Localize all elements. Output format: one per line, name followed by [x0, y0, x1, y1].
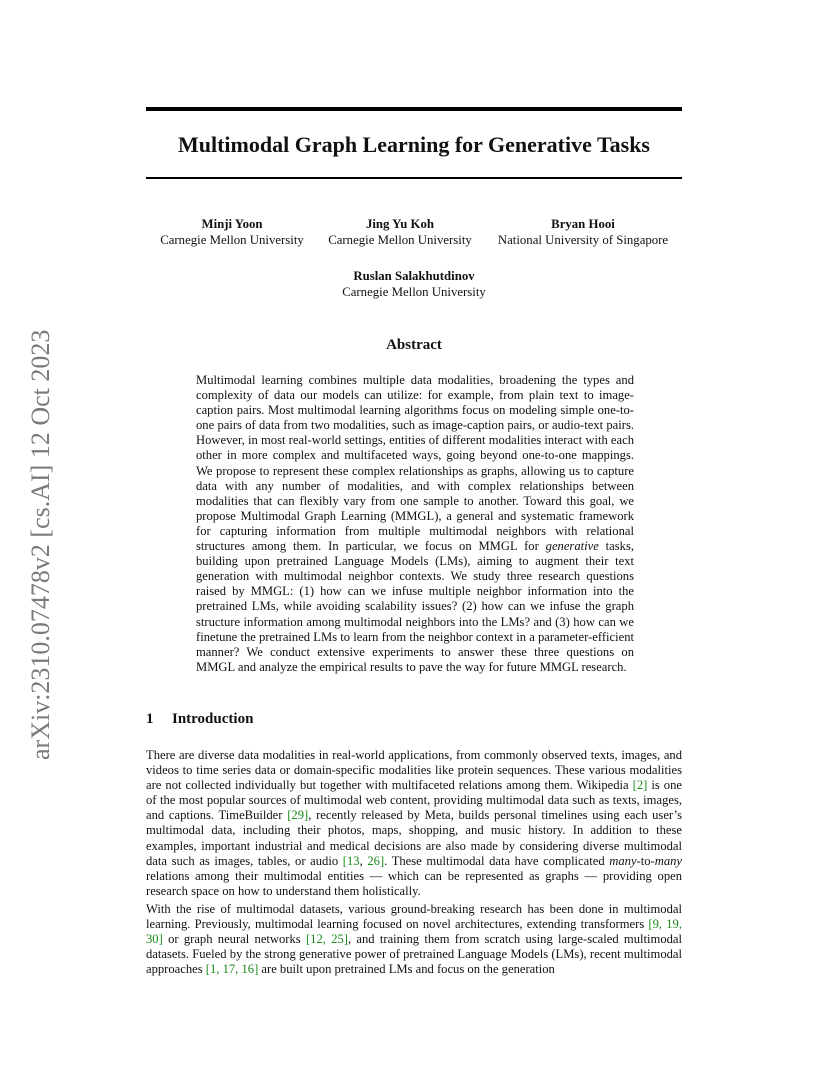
arxiv-stamp — [22, 295, 55, 765]
math-term: many — [609, 853, 637, 868]
citation-link[interactable]: [12, 25] — [305, 932, 348, 947]
arxiv-stamp-text: arXiv:2310.07478v2 [cs.AI] 12 Oct 2023 — [26, 329, 55, 760]
author-block — [488, 216, 678, 248]
paragraph-text: , recently released by Meta, builds personal timelines using each user’s multimodal data, including their photos, maps, shopping, and music history. In addition to these examples, important industrial and medical decisions are also made by considering diverse multimodal data such as images, tables, or audio — [146, 808, 682, 868]
paragraph-text: -to- — [636, 853, 655, 868]
author-affiliation: National University of Singapore — [497, 233, 669, 247]
title-top-rule — [146, 107, 682, 111]
author-affiliation: Carnegie Mellon University — [328, 233, 472, 247]
abstract-body — [196, 373, 634, 675]
paragraph-text: , — [359, 853, 368, 868]
intro-paragraph — [146, 902, 682, 977]
paragraph-text: . These multimodal data have complicated — [384, 853, 610, 868]
abstract-text: Multimodal learning combines multiple data modalities, broadening the types and complexity of data our models can utilize: for example, from plain text to image-caption pairs. Most multimodal learning algorithms focus on modeling simple one-to-one pairs of data from two modalities, such as image-caption pairs, or audio-text pairs. However, in most real-world settings, entities of different modalities interact with each other in more complex and multifaceted ways, going beyond one-to-one mappings. We propose to represent these complex relationships as graphs, allowing us to capture data with any number of modalities, and with complex relationships between modalities that can flexibly vary from one sample to another. Toward this goal, we propose Multimodal Graph Learning (MMGL), a general and systematic framework for capturing information from multiple multimodal neighbors with relational structures among them. In particular, we focus on MMGL for — [196, 373, 634, 554]
author-block — [146, 216, 318, 248]
abstract-emphasis: generative — [545, 539, 599, 554]
author-affiliation: Carnegie Mellon University — [342, 285, 486, 299]
author-block — [300, 268, 528, 300]
paragraph-text: is one of the most popular sources of multimodal web content, providing multimodal data such as texts, images, and captions. TimeBuilder — [146, 778, 682, 823]
author-name: Minji Yoon — [201, 217, 263, 231]
section-number: 1 — [146, 711, 154, 727]
paragraph-text: or graph neural networks — [162, 932, 306, 947]
author-name: Bryan Hooi — [551, 217, 615, 231]
paragraph-text: are built upon pretrained LMs and focus on the generation — [258, 962, 555, 977]
abstract-text: tasks, building upon pretrained Language Models (LMs), aiming to augment their text generation with multimodal neighbor contexts. We study three research questions raised by MMGL: (1) how can we infuse multiple neighbor information into the pretrained LMs, while avoiding scalability issues? (2) how can we infuse the graph structure information among multimodal neighbors into the LMs? and (3) how can we finetune the pretrained LMs to learn from the neighbor context in a parameter-efficient manner? We conduct extensive experiments to answer these three questions on MMGL and analyze the empirical results to pave the way for future MMGL research. — [196, 539, 635, 674]
section-title: Introduction — [172, 711, 254, 727]
intro-paragraph — [146, 748, 682, 899]
citation-link[interactable]: 26] — [367, 853, 385, 868]
paragraph-text: relations among their multimodal entities — which can be represented as graphs — providing open research space on how to understand them holistically. — [146, 868, 682, 898]
paragraph-text: , and training them from scratch using large-scaled multimodal datasets. Fueled by the strong generative power of pretrained Language Models (LMs), recent multimodal approaches — [146, 932, 682, 977]
author-block — [318, 216, 482, 248]
paragraph-text: With the rise of multimodal datasets, various ground-breaking research has been done in multimodal learning. Previously, multimodal learning focused on novel architectures, extending transformers — [146, 902, 682, 932]
math-term: many — [654, 853, 683, 868]
citation-link[interactable]: [13 — [342, 853, 360, 868]
paragraph-text: There are diverse data modalities in real-world applications, from commonly observed texts, images, and videos to time series data or domain-specific modalities like protein sequences. These various modalities are not collected individually but together with multifaceted relations among them. Wikipedia — [146, 748, 682, 793]
citation-link[interactable]: [9, 19, 30] — [146, 917, 682, 947]
section-heading — [146, 711, 253, 728]
author-affiliation: Carnegie Mellon University — [160, 233, 304, 247]
abstract-heading: Abstract — [386, 337, 442, 353]
citation-link[interactable]: [2] — [632, 778, 648, 793]
author-name: Jing Yu Koh — [365, 217, 435, 231]
author-name: Ruslan Salakhutdinov — [353, 269, 475, 283]
citation-link[interactable]: [29] — [287, 808, 309, 823]
citation-link[interactable]: [1, 17, 16] — [205, 962, 259, 977]
title-bottom-rule — [146, 177, 682, 179]
paper-title: Multimodal Graph Learning for Generative Tasks — [177, 132, 650, 157]
